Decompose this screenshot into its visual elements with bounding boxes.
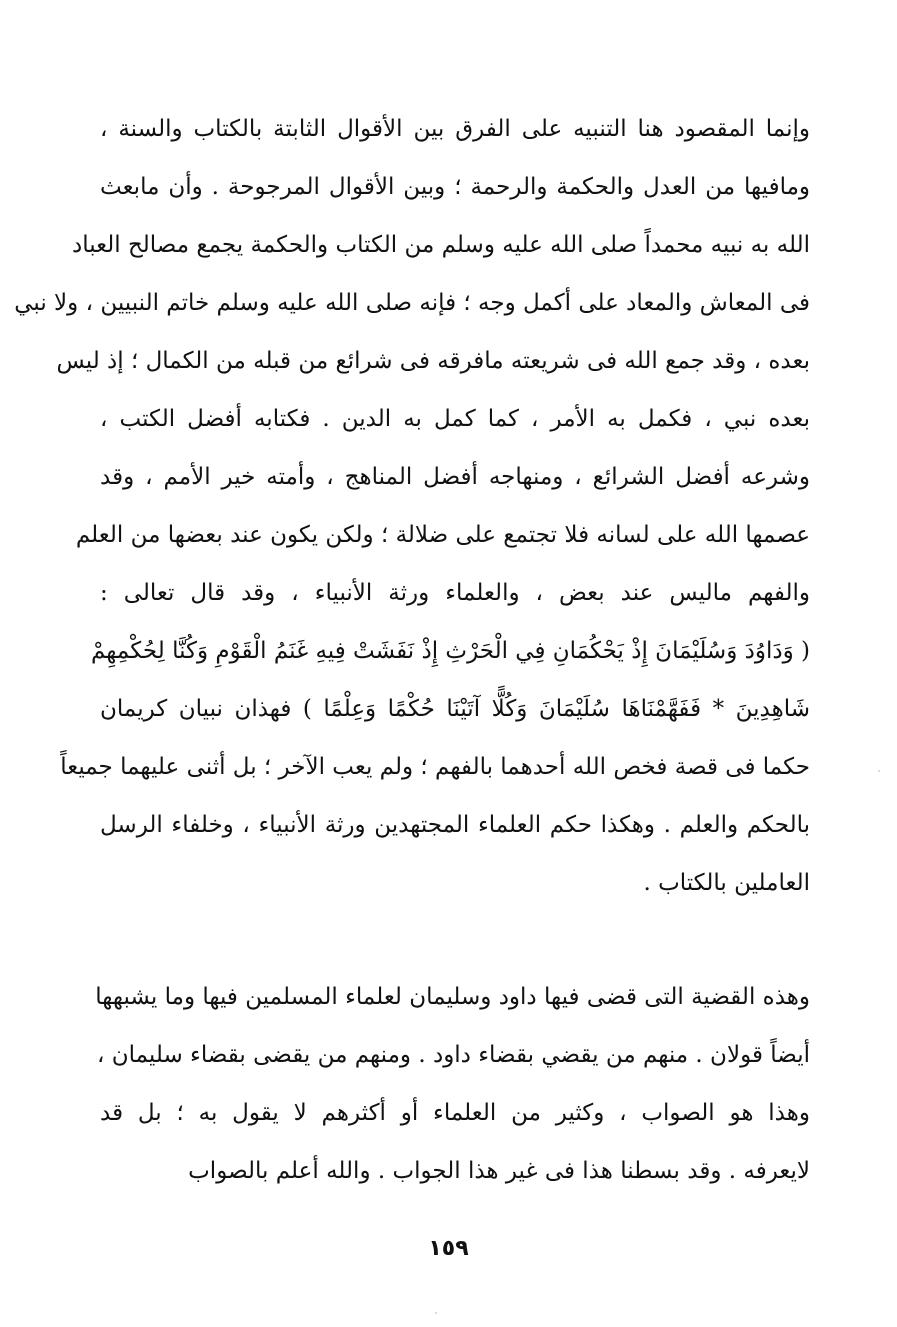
text-line: حكما فى قصة فخص الله أحدهما بالفهم ؛ ولم يعب الآخر ؛ بل أثنى عليهما جميعاً: [60, 754, 810, 780]
paragraph-1: [14, 100, 810, 912]
quran-verse-line: شَاهِدِينَ * فَفَهَّمْنَاهَا سُلَيْمَانَ وَكُلًّا آتَيْنَا حُكْمًا وَعِلْمًا ) فهذان نبيان كريمان: [100, 696, 810, 722]
text-line: بعده نبي ، فكمل به الأمر ، كما كمل به الدين . فكتابه أفضل الكتب ،: [100, 406, 810, 432]
text-line: وهذا هو الصواب ، وكثير من العلماء أو أكثرهم لا يقول به ؛ بل قد: [100, 1100, 810, 1126]
bottom-speck: [435, 1312, 437, 1314]
text-line: وهذه القضية التى قضى فيها داود وسليمان لعلماء المسلمين فيها وما يشبهها: [95, 984, 810, 1010]
text-line: وإنما المقصود هنا التنبيه على الفرق بين الأقوال الثابتة بالكتاب والسنة ،: [100, 116, 810, 142]
text-line: عصمها الله على لسانه فلا تجتمع على ضلالة ؛ ولكن يكون عند بعضها من العلم: [75, 522, 810, 548]
text-line: وشرعه أفضل الشرائع ، ومنهاجه أفضل المناهج ، وأمته خير الأمم ، وقد: [100, 464, 810, 490]
text-line-last: لايعرفه . وقد بسطنا هذا فى غير هذا الجواب . والله أعلم بالصواب: [188, 1158, 810, 1184]
text-line: بالحكم والعلم . وهكذا حكم العلماء المجتهدين ورثة الأنبياء ، وخلفاء الرسل: [100, 812, 810, 838]
page-number: ١٥٩: [428, 1236, 469, 1261]
margin-speck: [878, 770, 880, 772]
text-line: الله به نبيه محمداً صلى الله عليه وسلم من الكتاب والحكمة يجمع مصالح العباد: [71, 232, 810, 258]
text-line: أيضاً قولان . منهم من يقضي بقضاء داود . ومنهم من يقضى بقضاء سليمان ،: [96, 1042, 810, 1068]
text-line: والفهم ماليس عند بعض ، والعلماء ورثة الأنبياء ، وقد قال تعالى :: [100, 580, 810, 606]
text-line-last: العاملين بالكتاب .: [643, 870, 810, 896]
text-line: ومافيها من العدل والحكمة والرحمة ؛ وبين الأقوال المرجوحة . وأن مابعث: [100, 174, 810, 200]
paragraph-2: [95, 968, 810, 1200]
text-line: فى المعاش والمعاد على أكمل وجه ؛ فإنه صلى الله عليه وسلم خاتم النبيين ، ولا نبي: [14, 290, 810, 316]
quran-verse-line: ( وَدَاوُدَ وَسُلَيْمَانَ إِذْ يَحْكُمَانِ فِي الْحَرْثِ إِذْ نَفَشَتْ فِيهِ غَنَمُ الْقَوْمِ وَكُنَّا لِحُكْمِهِمْ: [91, 638, 810, 664]
text-line: بعده ، وقد جمع الله فى شريعته مافرقه فى شرائع من قبله من الكمال ؛ إذ ليس: [56, 348, 810, 374]
